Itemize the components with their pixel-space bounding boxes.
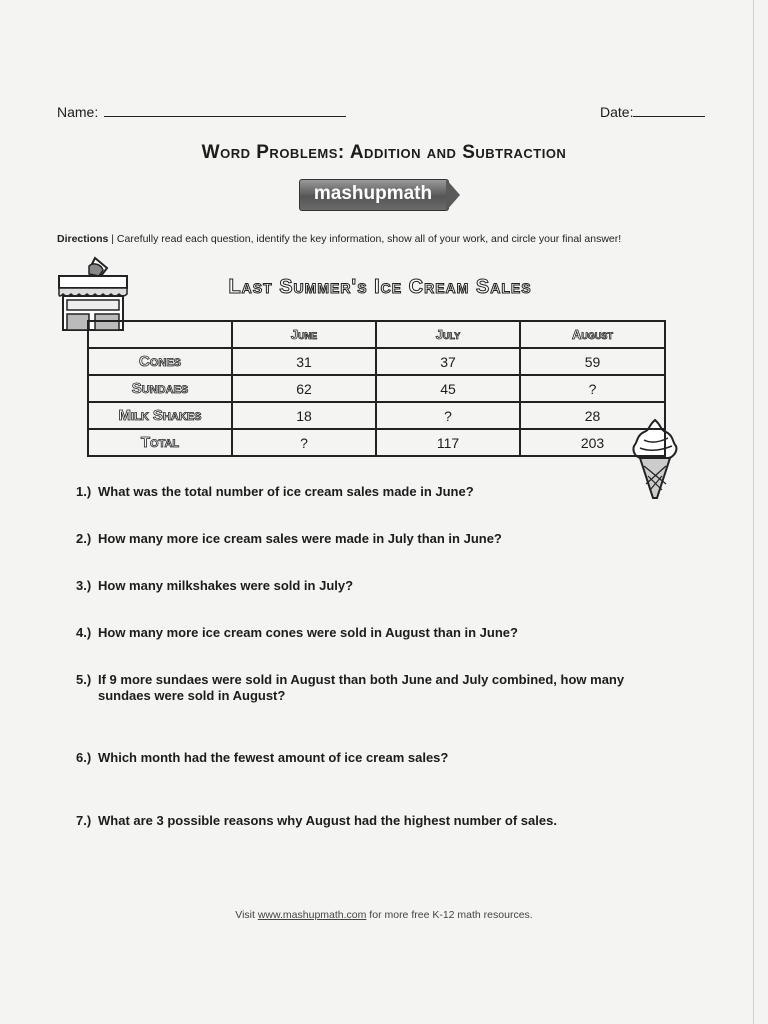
mashupmath-logo <box>299 179 461 209</box>
directions-label: Directions <box>57 233 109 245</box>
footer-suffix: for more free K-12 math resources. <box>366 909 533 921</box>
table-corner-cell <box>88 321 232 348</box>
footer-link[interactable]: www.mashupmath.com <box>257 909 367 921</box>
directions <box>57 233 717 245</box>
question-text: Which month had the fewest amount of ice cream sales? <box>98 750 449 765</box>
question-text: How many milkshakes were sold in July? <box>98 578 354 593</box>
name-blank-line[interactable] <box>104 104 346 117</box>
column-header-august: August <box>520 321 665 348</box>
footer-prefix: Visit <box>235 909 258 921</box>
date-blank-line[interactable] <box>633 104 705 117</box>
date-label: Date: <box>600 104 634 120</box>
question-text: How many more ice cream sales were made in July than in June? <box>98 531 502 546</box>
footer <box>0 909 768 921</box>
table-header-row <box>88 321 665 348</box>
table-row <box>88 348 665 375</box>
question-5 <box>76 672 696 704</box>
column-header-july: July <box>376 321 520 348</box>
table-cell: 37 <box>376 348 520 375</box>
name-label: Name: <box>57 104 99 120</box>
question-6 <box>76 750 696 766</box>
table-cell: 28 <box>520 402 665 429</box>
question-number: 4.) <box>76 625 92 640</box>
question-7 <box>76 813 696 829</box>
question-3 <box>76 578 696 594</box>
logo-arrow-icon <box>446 179 460 211</box>
table-cell: 59 <box>520 348 665 375</box>
logo-text: mashupmath <box>313 183 433 204</box>
table-cell: 18 <box>232 402 376 429</box>
table-title: Last Summer's Ice Cream Sales <box>228 276 532 298</box>
table-cell: 45 <box>376 375 520 402</box>
question-2 <box>76 531 696 547</box>
table-row <box>88 375 665 402</box>
directions-text: | Carefully read each question, identify the key information, show all of your work, and circle your final answer! <box>108 233 622 245</box>
column-header-june: June <box>232 321 376 348</box>
question-1 <box>76 484 696 500</box>
question-text-continued: sundaes were sold in August? <box>98 688 286 703</box>
row-header-cones: Cones <box>88 348 232 375</box>
question-number: 2.) <box>76 531 92 546</box>
question-number: 7.) <box>76 813 92 828</box>
table-cell: ? <box>376 402 520 429</box>
worksheet-title: Word Problems: Addition and Subtraction <box>201 142 567 163</box>
question-text: How many more ice cream cones were sold in August than in June? <box>98 625 518 640</box>
row-header-milk-shakes: Milk Shakes <box>88 402 232 429</box>
row-header-total: Total <box>88 429 232 456</box>
question-number: 5.) <box>76 672 92 687</box>
table-cell: 31 <box>232 348 376 375</box>
table-row <box>88 402 665 429</box>
table-row <box>88 429 665 456</box>
ice-cream-sales-table <box>87 320 666 457</box>
question-text: What was the total number of ice cream sales made in June? <box>98 484 474 499</box>
question-4 <box>76 625 696 641</box>
table-cell: 117 <box>376 429 520 456</box>
question-text: What are 3 possible reasons why August had the highest number of sales. <box>98 813 557 828</box>
table-cell: 62 <box>232 375 376 402</box>
row-header-sundaes: Sundaes <box>88 375 232 402</box>
question-number: 6.) <box>76 750 92 765</box>
table-cell: ? <box>520 375 665 402</box>
name-field <box>57 104 346 120</box>
question-number: 1.) <box>76 484 92 499</box>
date-field <box>600 104 705 120</box>
table-cell: ? <box>232 429 376 456</box>
question-text: If 9 more sundaes were sold in August than both June and July combined, how many <box>98 672 625 687</box>
table-cell: 203 <box>520 429 665 456</box>
question-number: 3.) <box>76 578 92 593</box>
